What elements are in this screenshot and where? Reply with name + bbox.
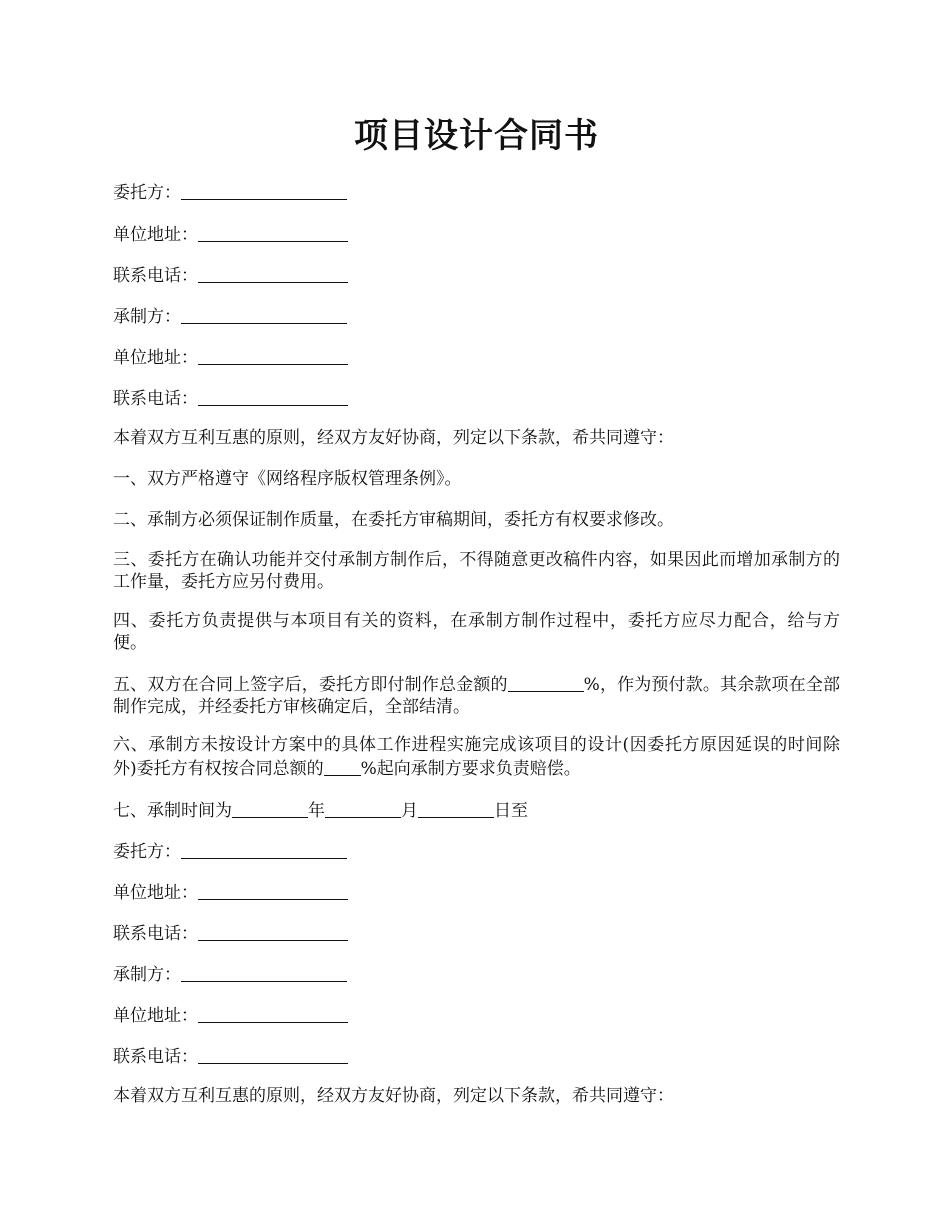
fill-blank[interactable] xyxy=(198,388,348,406)
clause-6-text: 六、承制方未按设计方案中的具体工作进程实施完成该项目的设计(因委托方原因延误的时间除外)委托方有权按合同总额的 xyxy=(113,735,840,779)
month-label: 月 xyxy=(401,801,418,821)
year-blank[interactable] xyxy=(232,800,308,818)
fill-blank[interactable] xyxy=(198,1046,348,1064)
client-name-field xyxy=(113,180,840,204)
percentage-blank[interactable] xyxy=(508,674,584,692)
year-label: 年 xyxy=(308,801,325,821)
field-label: 联系电话： xyxy=(113,266,198,286)
fill-blank[interactable] xyxy=(198,923,348,941)
fill-blank[interactable] xyxy=(198,347,348,365)
contractor-name-field xyxy=(113,304,840,328)
clause-3: 三、委托方在确认功能并交付承制方制作后，不得随意更改稿件内容，如果因此而增加承制方的工作量，委托方应另付费用。 xyxy=(113,550,840,592)
clause-7-text: 七、承制时间为 xyxy=(113,801,232,821)
fill-blank[interactable] xyxy=(181,306,347,324)
document-title: 项目设计合同书 xyxy=(354,116,599,156)
field-label: 承制方： xyxy=(113,307,181,327)
clause-5-text-end: %，作为预付款。其余款项在全部制作完成，并经委托方审核确定后，全部结清。 xyxy=(113,675,841,717)
month-blank[interactable] xyxy=(325,800,401,818)
clause-7 xyxy=(113,798,840,822)
clause-4: 四、委托方负责提供与本项目有关的资料，在承制方制作过程中，委托方应尽力配合，给与方便。 xyxy=(113,611,840,653)
closing-paragraph: 本着双方互利互惠的原则，经双方友好协商，列定以下条款，希共同遵守： xyxy=(113,1086,674,1106)
clause-5 xyxy=(113,672,840,718)
clause-1: 一、双方严格遵守《网络程序版权管理条例》。 xyxy=(113,469,462,489)
intro-paragraph: 本着双方互利互惠的原则，经双方友好协商，列定以下条款，希共同遵守： xyxy=(113,428,674,448)
field-label: 单位地址： xyxy=(113,225,198,245)
client-phone-field-2 xyxy=(113,921,840,945)
fill-blank[interactable] xyxy=(181,964,347,982)
field-label: 联系电话： xyxy=(113,924,198,944)
client-name-field-2 xyxy=(113,839,840,863)
contractor-address-field-2 xyxy=(113,1003,840,1027)
fill-blank[interactable] xyxy=(198,265,348,283)
field-label: 承制方： xyxy=(113,965,181,985)
clause-6-text-end: %起向承制方要求负责赔偿。 xyxy=(360,759,581,779)
contractor-phone-field-2 xyxy=(113,1044,840,1068)
fill-blank[interactable] xyxy=(181,841,347,859)
clause-6 xyxy=(113,734,840,780)
contractor-name-field-2 xyxy=(113,962,840,986)
field-label: 联系电话： xyxy=(113,389,198,409)
field-label: 委托方： xyxy=(113,183,181,203)
field-label: 单位地址： xyxy=(113,1006,198,1026)
clause-5-text: 五、双方在合同上签字后，委托方即付制作总金额的 xyxy=(113,675,508,695)
field-label: 单位地址： xyxy=(113,883,198,903)
fill-blank[interactable] xyxy=(181,182,347,200)
client-address-field xyxy=(113,222,840,246)
day-label: 日至 xyxy=(494,801,528,821)
contractor-address-field xyxy=(113,345,840,369)
fill-blank[interactable] xyxy=(198,224,348,242)
percentage-blank[interactable] xyxy=(324,758,361,776)
client-phone-field xyxy=(113,263,840,287)
field-label: 单位地址： xyxy=(113,348,198,368)
field-label: 委托方： xyxy=(113,842,181,862)
contractor-phone-field xyxy=(113,386,840,410)
day-blank[interactable] xyxy=(418,800,494,818)
client-address-field-2 xyxy=(113,880,840,904)
field-label: 联系电话： xyxy=(113,1047,198,1067)
fill-blank[interactable] xyxy=(198,1005,348,1023)
fill-blank[interactable] xyxy=(198,882,348,900)
clause-2: 二、承制方必须保证制作质量，在委托方审稿期间，委托方有权要求修改。 xyxy=(113,510,674,530)
